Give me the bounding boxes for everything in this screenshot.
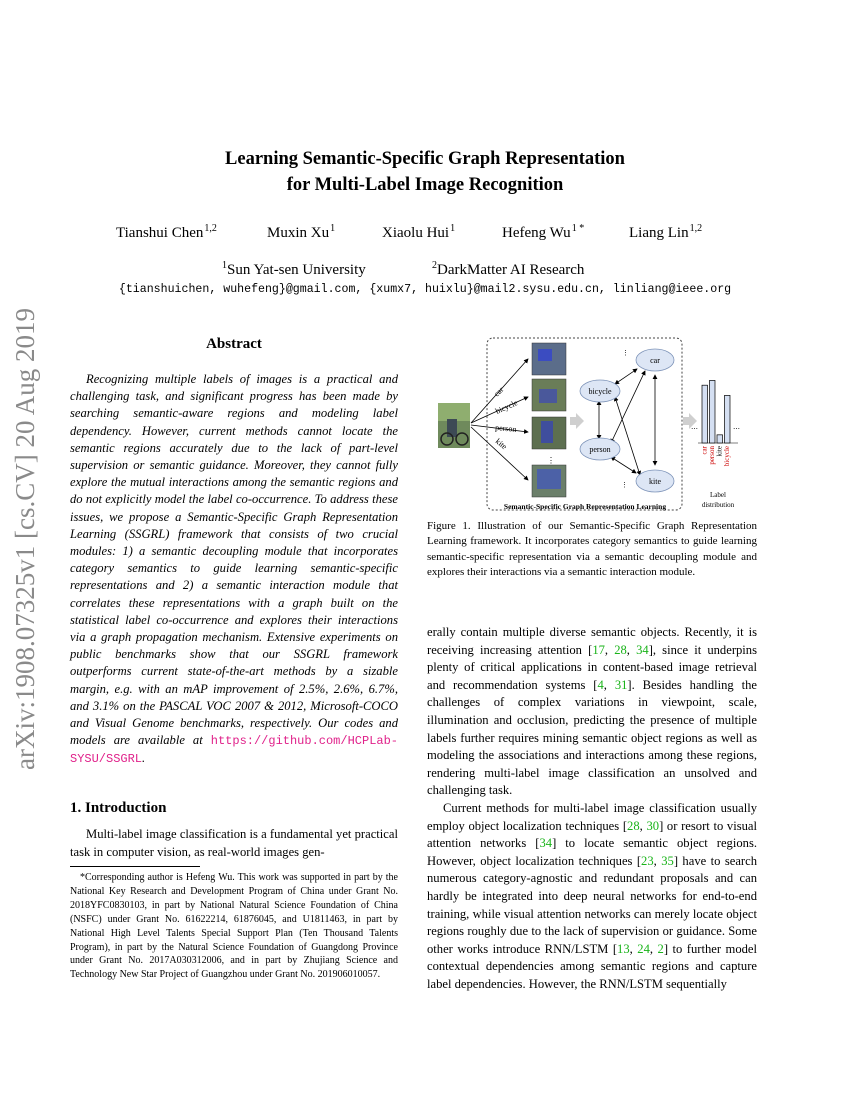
paragraph: Current methods for multi-label image classification usually employ object localization techniques [28, 30] or resort to visual attention networks [34] to locate semantic object regions. However, object localization techniques [23, 35] have to search numerous category-agnostic and redundant proposals and can hardly be integrated into deep neural networks for end-to-end training, while visual attention networks can merely locate object regions roughly due to the lack of supervision or guidance. Some other works introduce RNN/LSTM [13, 24, 2] to further model contextual dependencies among semantic regions and capture label dependencies. However, the RNN/LSTM sequentially — [427, 800, 758, 991]
svg-text:⋯: ⋯ — [691, 425, 698, 433]
flow-arrows — [570, 413, 697, 429]
citation-link[interactable]: 34 — [539, 836, 553, 851]
dist-bar — [710, 380, 716, 443]
svg-text:⋮: ⋮ — [621, 481, 628, 489]
decoupling-arrows — [471, 359, 528, 480]
node-label: bicycle — [588, 387, 612, 396]
node-label: kite — [649, 477, 661, 486]
edge-label: person — [494, 423, 517, 434]
paragraph: erally contain multiple diverse semantic objects. Recently, it is receiving increasing attention [17, 28, 34], since it underpins plenty of critical applications in content-based image retrieval and recommendation systems [4, 31]. Besides handling the challenges of complex variations in viewpoint, scale, illumination and occlusion, predicting the presence of multiple labels further requires mining semantic object regions as well as modeling the associations and interactions among these regions, rendering multi-label image classification an unsolved and challenging task. — [427, 625, 758, 798]
svg-text:⋮: ⋮ — [622, 349, 629, 357]
arxiv-id: arXiv:1908.07325v1 [cs.CV] 20 Aug 2019 — [10, 308, 40, 770]
figure-caption: Figure 1. Illustration of our Semantic-Specific Graph Representation Learning framework. It incorporates category semantics to guide learning semantic-specific representation via a semantic decoupling module and explores their interactions via a semantic interaction module. — [427, 520, 757, 579]
author-emails: {tianshuichen, wuhefeng}@gmail.com, {xumx7, huixlu}@mail2.sysu.edu.cn, linliang@ieee.org — [118, 283, 732, 296]
author: Xiaolu Hui$^1$ — [382, 223, 456, 241]
dist-bar — [725, 395, 731, 443]
abstract-heading: Abstract — [206, 336, 262, 352]
edge-label: bicycle — [494, 398, 519, 416]
citation-link[interactable]: 35 — [661, 853, 674, 868]
title-line-1: Learning Semantic-Specific Graph Representation — [225, 149, 625, 169]
citation-link[interactable]: 13 — [617, 941, 630, 956]
figure-1 — [435, 335, 755, 515]
footnote: *Corresponding author is Hefeng Wu. This work was supported in part by the National Key Research and Development Program of China under Grant No. 2018YFC0830103, in part by National Natural Science Foundation of China (NSFC) under Grant No. 61622214, 61876045, and U1811463, in part by National High Level Talents Special Support Plan (Ten Thousand Talents Program), in part by the Natural Science Foundation of Guangdong Province under Grant No. 2017A030312006, and in part by Zhujiang Science and Technology New Star Project of Guangzhou under Grant No. 201906010057. — [70, 872, 398, 981]
svg-text:⋯: ⋯ — [733, 425, 740, 433]
dist-label: car — [700, 446, 709, 455]
semantic-feature-maps — [532, 343, 566, 497]
author: Liang Lin$^{1,2}$ — [629, 223, 703, 241]
dist-caption: Label — [710, 491, 726, 499]
edge-label: car — [492, 385, 506, 399]
dist-label: kite — [715, 446, 724, 457]
right-column — [427, 624, 757, 993]
footnote-divider — [70, 866, 200, 867]
input-image — [438, 403, 470, 448]
citation-link[interactable]: 23 — [641, 853, 654, 868]
title-line-2: for Multi-Label Image Recognition — [286, 175, 564, 195]
dist-bar — [702, 385, 708, 443]
abstract-body: Recognizing multiple labels of images is a practical and challenging task, and significant progress has been made by searching semantic-aware regions and modeling label dependency. However, current methods cannot locate the semantic regions accurately due to the lack of part-level supervision or semantic guidance. Moreover, they cannot fully explore the mutual interactions among the semantic regions and do not explicitly model the label co-occurrence. To address these issues, we propose a Semantic-Specific Graph Representation Learning (SSGRL) framework that consists of two crucial modules: 1) a semantic decoupling module that incorporates category semantics to guide learning semantic-specific representations and 2) a semantic interaction module that correlates these representations with a graph built on the statistical label co-occurrence and explores their interactions via a graph propagation mechanism. Extensive experiments on public benchmarks show that our SSGRL framework outperforms current state-of-the-art methods by a sizable margin, e.g. with an mAP improvement of 2.5%, 2.6%, 6.7%, and 3.1% on the PASCAL VOC 2007 & 2012, Microsoft-COCO and Visual Genome benchmarks, respectively. Our codes and models are available at https://github.com/HCPLab-SYSU/SSGRL. — [70, 372, 398, 767]
module-label: Semantic-Specific Graph Representation Learning — [503, 502, 667, 511]
section-heading-introduction: 1. Introduction — [70, 800, 167, 816]
affiliation: $^1$Sun Yat-sen University — [222, 260, 366, 278]
dist-bar — [717, 435, 723, 443]
citation-link[interactable]: 28 — [627, 818, 640, 833]
label-distribution — [691, 380, 740, 509]
edge-label: kite — [493, 436, 509, 452]
paper-title — [0, 146, 850, 198]
citation-link[interactable]: 34 — [636, 642, 649, 657]
dist-label: person — [708, 446, 716, 465]
author: Hefeng $Wu^{1 *}$ — [502, 223, 585, 241]
citation-link[interactable]: 4 — [597, 677, 604, 692]
author: Tianshui Chen$^{1,2}$ — [116, 223, 217, 241]
citation-link[interactable]: 28 — [614, 642, 627, 657]
graph-nodes — [580, 349, 674, 492]
citation-link[interactable]: 2 — [657, 941, 664, 956]
affiliation: $^2$DarkMatter AI Research — [432, 260, 585, 278]
code-link[interactable]: https://github.com/HCPLab-SYSU/SSGRL — [70, 734, 398, 767]
intro-paragraph: Multi-label image classification is a fundamental yet practical task in computer vision, as real-world images gen- — [70, 827, 398, 859]
citation-link[interactable]: 17 — [592, 642, 605, 657]
dist-label: bicycle — [723, 446, 731, 467]
citation-link[interactable]: 31 — [614, 677, 628, 692]
citation-link[interactable]: 30 — [646, 818, 660, 833]
citation-link[interactable]: 24 — [637, 941, 650, 956]
author: Muxin Xu$^1$ — [267, 223, 336, 241]
svg-text:⋮: ⋮ — [547, 456, 555, 465]
dist-caption: distribution — [701, 501, 735, 509]
node-label: person — [589, 445, 611, 454]
node-label: car — [650, 356, 660, 365]
